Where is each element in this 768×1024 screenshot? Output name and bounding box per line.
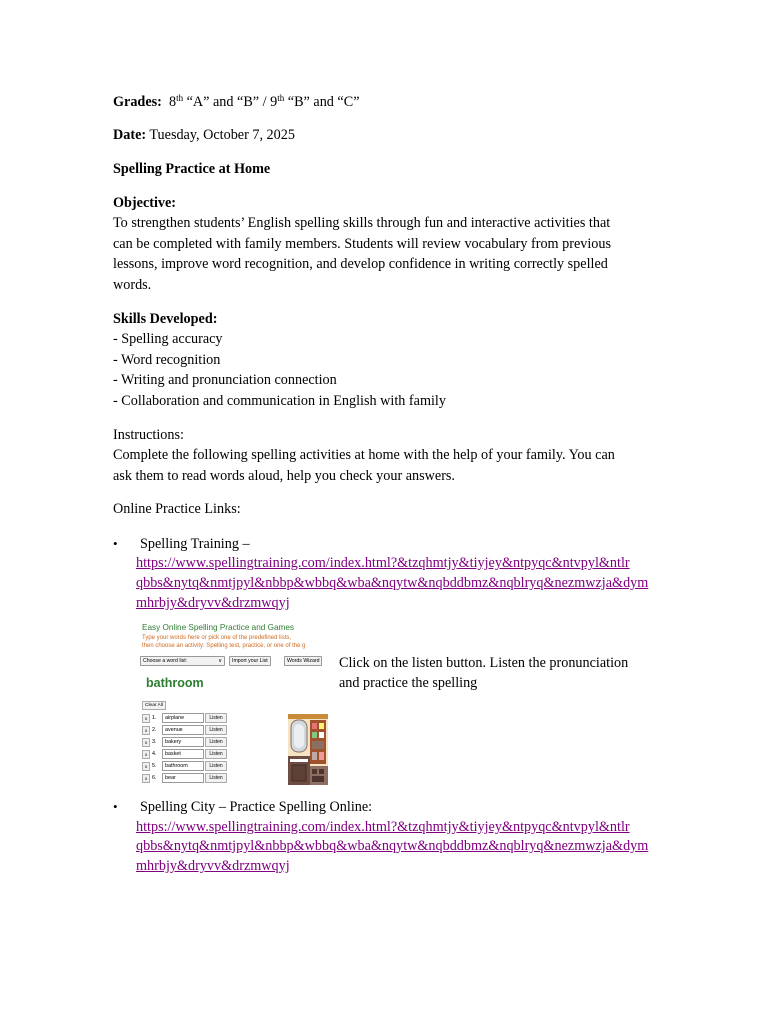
word-field: bakery	[162, 737, 204, 747]
screenshot-subtitle: Type your words here or pick one of the predefined lists,	[142, 635, 292, 641]
embedded-website-screenshot	[140, 619, 330, 785]
listen-button: Listen	[205, 737, 227, 747]
instructions-line: Complete the following spelling activities at home with the help of your family. You can	[113, 447, 615, 463]
bullet-icon: •	[113, 799, 118, 814]
bullet-icon: •	[113, 536, 118, 551]
listen-button: Listen	[205, 725, 227, 735]
screenshot-title: Easy Online Spelling Practice and Games	[142, 623, 295, 632]
bullet-label-spelling-training: Spelling Training –	[140, 536, 250, 552]
word-row	[142, 761, 232, 771]
words-wizard-button: Words Wizard	[284, 656, 322, 666]
screenshot-caption: Click on the listen button. Listen the pronunciation	[339, 655, 629, 671]
word-list-select	[140, 656, 225, 666]
screenshot-subtitle: then choose an activity: Spelling test, practice, or one of the g	[142, 643, 306, 649]
word-number: 3.	[152, 739, 157, 745]
listen-button: Listen	[205, 761, 227, 771]
remove-icon: x	[142, 762, 150, 771]
listen-button: Listen	[205, 749, 227, 759]
spelling-training-link[interactable]: qbbs&nytq&nmtjpyl&nbbp&wbbq&wba&nqytw&nqbddbmz&nqblryq&nezmwzja&dym	[136, 575, 649, 591]
grade-8: 8	[168, 94, 177, 110]
spelling-city-link[interactable]: mhrbjy&dryvv&drzmwqyj	[136, 858, 290, 874]
word-field: bear	[162, 773, 204, 783]
bathroom-illustration	[288, 714, 328, 785]
grades-text-2: “B” and “C”	[284, 94, 360, 110]
word-field: avenue	[162, 725, 204, 735]
date-line	[113, 125, 295, 146]
date-label: Date:	[113, 127, 147, 143]
instructions-line: ask them to read words aloud, help you check your answers.	[113, 468, 455, 484]
spelling-training-link[interactable]: mhrbjy&dryvv&drzmwqyj	[136, 595, 290, 611]
listen-button: Listen	[205, 773, 227, 783]
spelling-training-link[interactable]: https://www.spellingtraining.com/index.html?&tzqhmtjy&tiyjey&ntpyqc&ntvpyl&ntlr	[136, 555, 630, 571]
chevron-down-icon: ∨	[218, 658, 222, 664]
spelling-city-link[interactable]: https://www.spellingtraining.com/index.html?&tzqhmtjy&tiyjey&ntpyqc&ntvpyl&ntlr	[136, 819, 630, 835]
word-number: 2.	[152, 727, 157, 733]
remove-icon: x	[142, 750, 150, 759]
skill-item: - Writing and pronunciation connection	[113, 372, 337, 388]
word-field: bathroom	[162, 761, 204, 771]
objective-line: can be completed with family members. Students will review vocabulary from previous	[113, 236, 612, 252]
remove-icon: x	[142, 774, 150, 783]
spelling-city-link[interactable]: qbbs&nytq&nmtjpyl&nbbp&wbbq&wba&nqytw&nqbddbmz&nqblryq&nezmwzja&dym	[136, 838, 649, 854]
word-row	[142, 749, 232, 759]
listen-button: Listen	[205, 713, 227, 723]
word-row	[142, 713, 232, 723]
word-row	[142, 773, 232, 783]
word-number: 6.	[152, 775, 157, 781]
word-number: 4.	[152, 751, 157, 757]
skill-item: - Word recognition	[113, 352, 221, 368]
bullet-label-spelling-city: Spelling City – Practice Spelling Online:	[140, 799, 373, 815]
word-field: airplane	[162, 713, 204, 723]
import-list-button: Import your List	[229, 656, 271, 666]
objective-line: words.	[113, 277, 152, 293]
grades-label: Grades:	[113, 94, 162, 110]
remove-icon: x	[142, 714, 150, 723]
screenshot-caption: and practice the spelling	[339, 675, 478, 691]
word-list-select-label: Choose a word list:	[143, 658, 188, 664]
remove-icon: x	[142, 738, 150, 747]
remove-icon: x	[142, 726, 150, 735]
skills-heading	[113, 309, 217, 330]
objective-heading	[113, 193, 176, 214]
grade-9-sup: th	[277, 93, 285, 103]
date-value: Tuesday, October 7, 2025	[146, 127, 295, 143]
clear-all-button: Clear All	[142, 701, 166, 710]
skills-heading-text: Skills Developed:	[113, 311, 218, 327]
word-row	[142, 725, 232, 735]
grade-8-sup: th	[176, 93, 184, 103]
title-text: Spelling Practice at Home	[113, 161, 271, 177]
objective-line: lessons, improve word recognition, and develop confidence in writing correctly spelled	[113, 256, 608, 272]
word-number: 5.	[152, 763, 157, 769]
current-word: bathroom	[146, 676, 204, 690]
links-heading: Online Practice Links:	[113, 501, 241, 517]
objective-line: To strengthen students’ English spelling skills through fun and interactive activities that	[113, 215, 611, 231]
skill-item: - Spelling accuracy	[113, 331, 223, 347]
skill-item: - Collaboration and communication in English with family	[113, 393, 446, 409]
grades-line	[113, 92, 360, 113]
word-field: basket	[162, 749, 204, 759]
word-number: 1.	[152, 715, 157, 721]
grades-text-1: “A” and “B” / 9	[183, 94, 278, 110]
objective-heading-text: Objective:	[113, 195, 177, 211]
instructions-heading: Instructions:	[113, 427, 184, 443]
page-title	[113, 159, 270, 180]
word-row	[142, 737, 232, 747]
